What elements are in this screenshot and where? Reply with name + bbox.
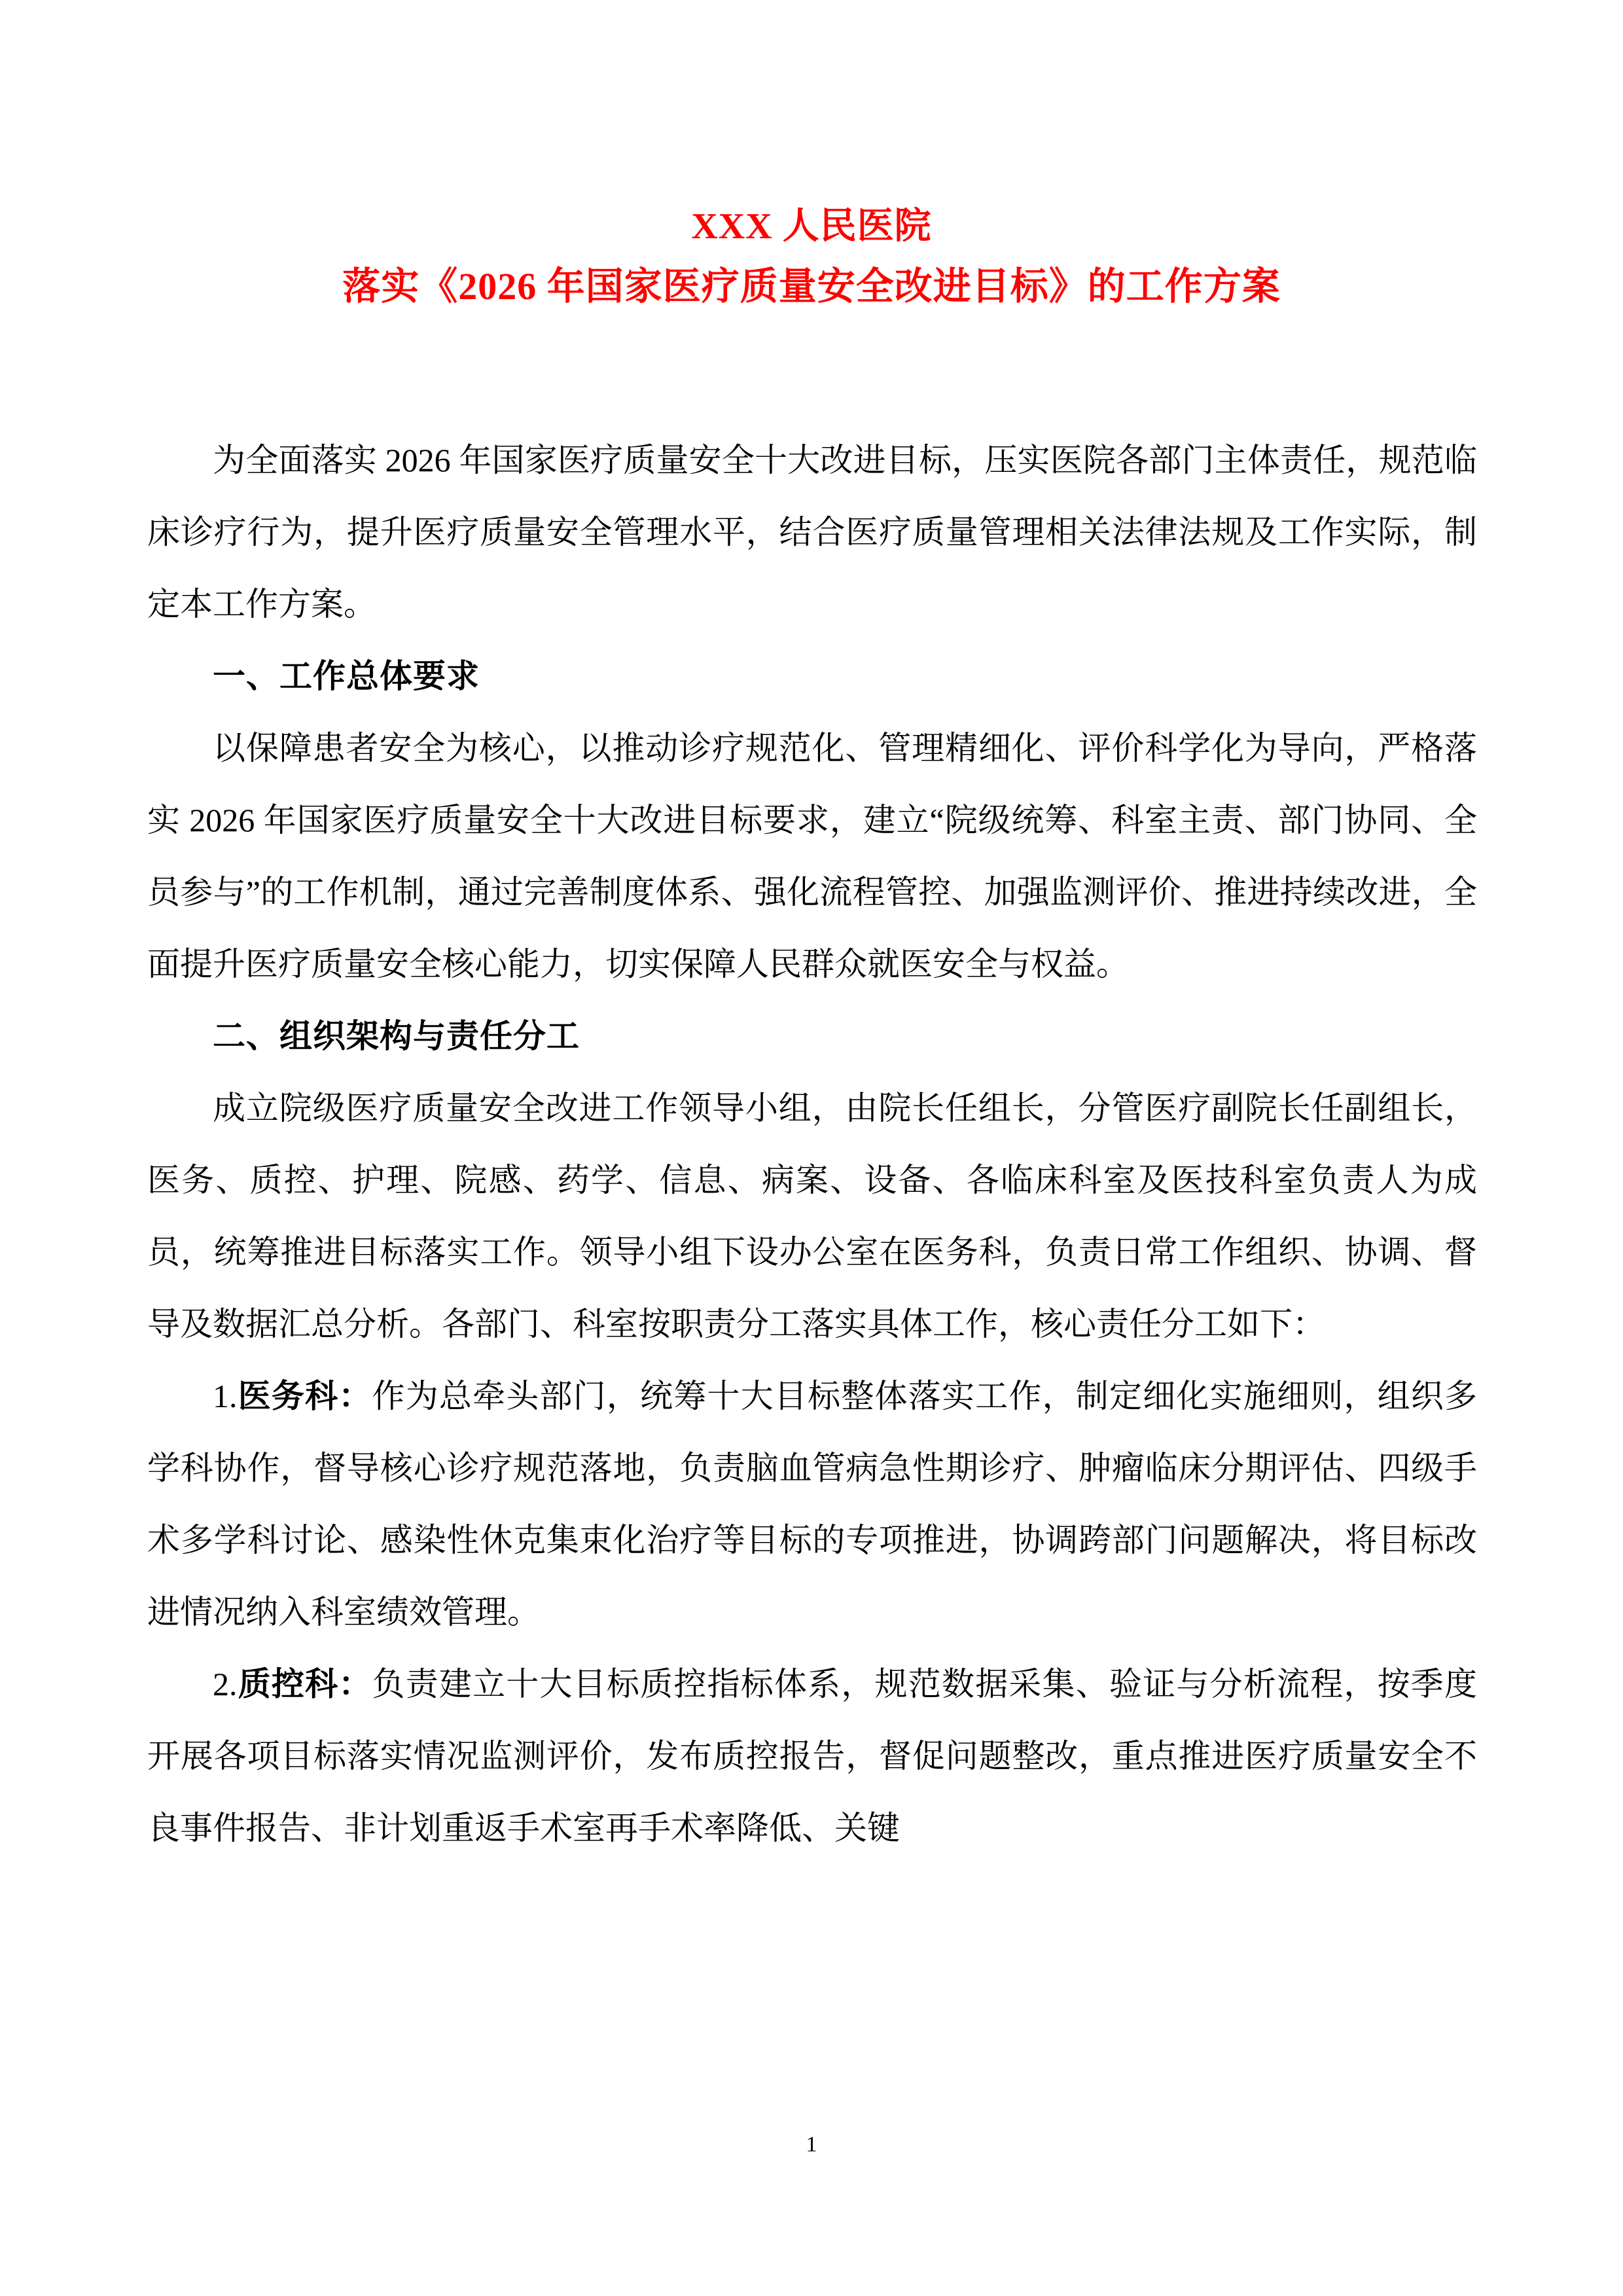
document-title-line-2: 落实《2026 年国家医疗质量安全改进目标》的工作方案 [342, 265, 1281, 308]
item-1-number: 1. [213, 1378, 238, 1414]
page-number: 1 [806, 2132, 817, 2157]
responsibility-item-1 [147, 1360, 1477, 1648]
responsibility-item-2 [147, 1648, 1477, 1864]
section-heading-1: 一、工作总体要求 [213, 658, 480, 694]
section-2-paragraph: 成立院级医疗质量安全改进工作领导小组，由院长任组长，分管医疗副院长任副组长，医务、质控、护理、院感、药学、信息、病案、设备、各临床科室及医技科室负责人为成员，统筹推进目标落实工作。领导小组下设办公室在医务科，负责日常工作组织、协调、督导及数据汇总分析。各部门、科室按职责分工落实具体工作，核心责任分工如下： [147, 1090, 1477, 1342]
item-1-text: 作为总牵头部门，统筹十大目标整体落实工作，制定细化实施细则，组织多学科协作，督导核心诊疗规范落地，负责脑血管病急性期诊疗、肿瘤临床分期评估、四级手术多学科讨论、感染性休克集束化治疗等目标的专项推进，协调跨部门问题解决，将目标改进情况纳入科室绩效管理。 [147, 1378, 1478, 1630]
document-body [147, 424, 1477, 1864]
item-2-number: 2. [213, 1666, 238, 1702]
section-1-paragraph: 以保障患者安全为核心，以推动诊疗规范化、管理精细化、评价科学化为导向，严格落实 2026 年国家医疗质量安全十大改进目标要求，建立“院级统筹、科室主责、部门协同、全员参与”的工作机制，通过完善制度体系、强化流程管控、加强监测评价、推进持续改进，全面提升医疗质量安全核心能力，切实保障人民群众就医安全与权益。 [147, 730, 1477, 982]
section-heading-2: 二、组织架构与责任分工 [213, 1018, 580, 1054]
item-1-label: 医务科： [237, 1378, 372, 1414]
document-title-block [147, 196, 1476, 317]
intro-paragraph: 为全面落实 2026 年国家医疗质量安全十大改进目标，压实医院各部门主体责任，规范临床诊疗行为，提升医疗质量安全管理水平，结合医疗质量管理相关法律法规及工作实际，制定本工作方案。 [147, 442, 1477, 622]
item-2-label: 质控科： [237, 1666, 372, 1702]
item-2-text: 负责建立十大目标质控指标体系，规范数据采集、验证与分析流程，按季度开展各项目标落实情况监测评价，发布质控报告，督促问题整改，重点推进医疗质量安全不良事件报告、非计划重返手术室再手术率降低、关键 [147, 1666, 1478, 1846]
document-title-line-1: XXX 人民医院 [691, 206, 932, 247]
